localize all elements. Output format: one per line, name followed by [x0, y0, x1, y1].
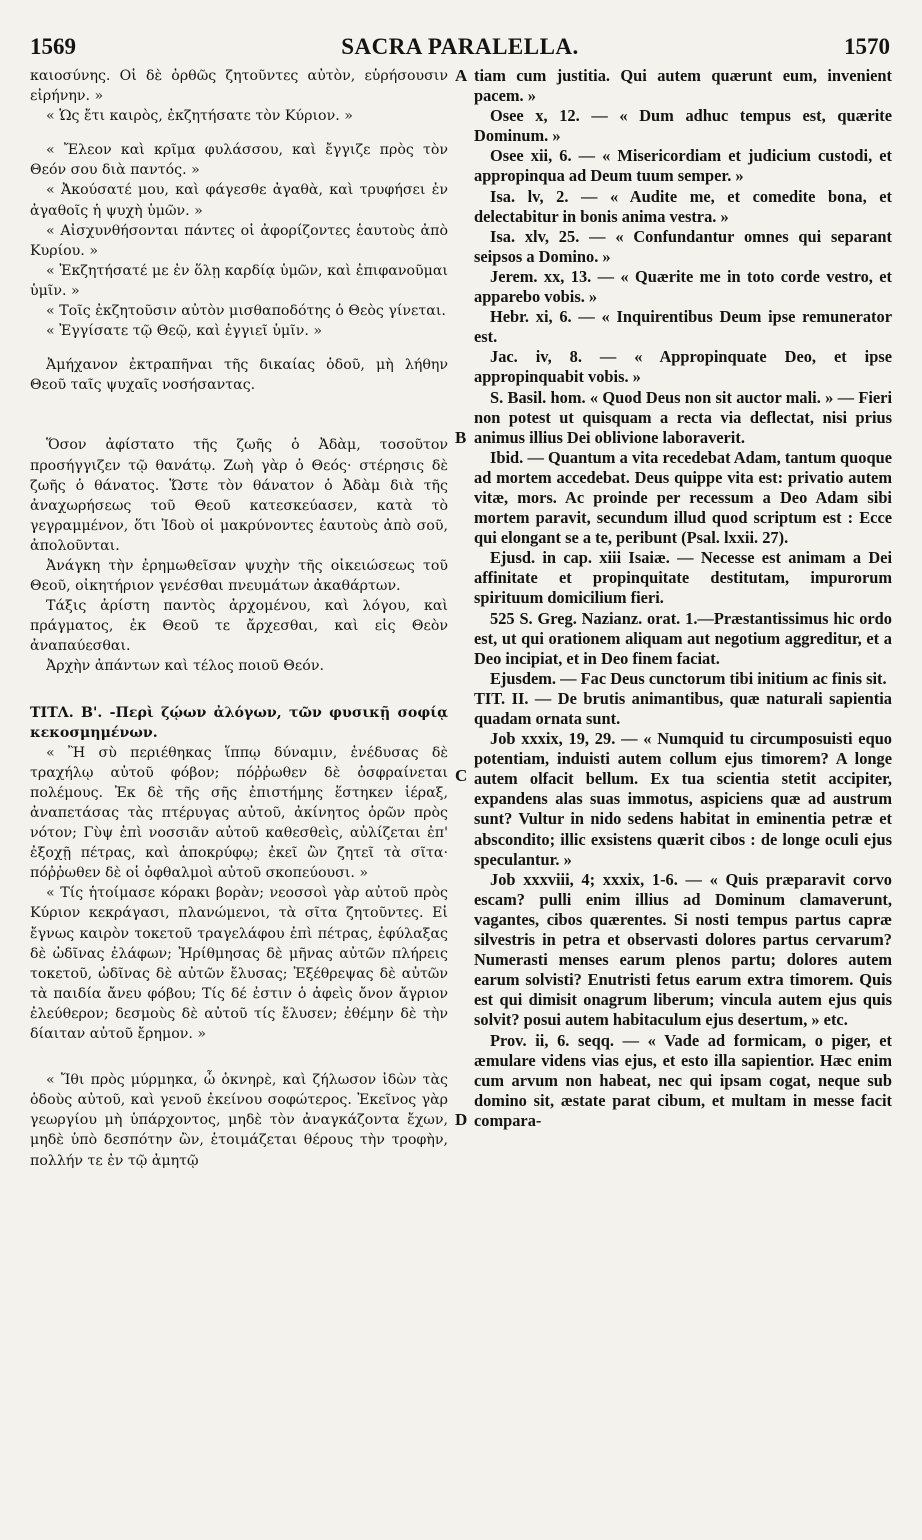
margin-letter-c: C [455, 766, 468, 785]
latin-paragraph: Ejusd. in cap. xiii Isaiæ. — Necesse est animam a Dei affinitate et propinquitate destitutam, impurorum spirituum domicilium fieri. [474, 548, 892, 608]
margin-letter-b: B [455, 428, 467, 447]
latin-paragraph: Isa. lv, 2. — « Audite me, et comedite bona, et delectabitur in bonis anima vestra. » [474, 186, 892, 226]
greek-paragraph: « Τοῖς ἐκζητοῦσιν αὐτὸν μισθαποδότης ὁ Θεὸς γίνεται. [46, 303, 446, 320]
latin-paragraph: Osee xii, 6. — « Misericordiam et judicium custodi, et appropinqua ad Deum tuum semper. » [474, 146, 892, 186]
page-number-left: 1569 [30, 34, 76, 59]
greek-paragraph: καιοσύνης. Οἱ δὲ ὀρθῶς ζητοῦντες αὐτὸν, εὑρήσουσιν εἰρήνην. » [30, 68, 448, 105]
greek-paragraph: « Ἔλεον καὶ κρῖμα φυλάσσου, καὶ ἔγγιζε πρὸς τὸν Θεόν σου διὰ παντός. » [30, 142, 448, 179]
greek-paragraph: « Ὡς ἔτι καιρὸς, ἐκζητήσατε τὸν Κύριον. » [46, 108, 353, 125]
page-header [30, 34, 890, 62]
margin-letter-d: D [455, 1110, 468, 1129]
latin-paragraph: Hebr. xi, 6. — « Inquirentibus Deum ipse remunerator est. [474, 307, 892, 347]
margin-letter-a: A [455, 66, 468, 85]
page-number-right: 1570 [844, 34, 890, 59]
latin-paragraph: 525 S. Greg. Nazianz. orat. 1.—Præstantissimus hic ordo est, ut qui orationem aliquam aut negotium aggreditur, et a Deo incipiat, et in Deo finem faciat. [474, 608, 892, 668]
greek-column [30, 66, 448, 1171]
greek-paragraph: « Αἰσχυνθήσονται πάντες οἱ ἀφορίζοντες ἑαυτοὺς ἀπὸ Κυρίου. » [30, 222, 448, 259]
latin-paragraph: Prov. ii, 6. seqq. — « Vade ad formicam, o piger, et æmulare videns vias ejus, et esto illa sapientior. Hæc enim cum arvum non habeat, nec qui ipsam cogat, neque sub domino sit, æstate parat cibum, et multam in messe facit compara- [474, 1030, 892, 1130]
greek-paragraph: « Ἐγγίσατε τῷ Θεῷ, καὶ ἐγγιεῖ ὑμῖν. » [46, 323, 323, 340]
greek-paragraph: Ἀνάγκη τὴν ἐρημωθεῖσαν ψυχὴν τῆς οἰκειώσεως τοῦ Θεοῦ, οἰκητήριον γενέσθαι πνευμάτων ἀκαθάρτων. [30, 557, 448, 595]
latin-column [474, 66, 892, 1131]
latin-paragraph: S. Basil. hom. « Quod Deus non sit auctor mali. » — Fieri non potest ut quisquam a recta via deflectat, nisi prius animus illius Dei oblivione laboraverit. [474, 387, 892, 447]
latin-paragraph: Isa. xlv, 25. — « Confundantur omnes qui separant seipsos a Domino. » [474, 226, 892, 266]
greek-paragraph: « Τίς ἡτοίμασε κόρακι βορὰν; νεοσσοὶ γὰρ αὐτοῦ πρὸς Κύριον κεκράγασι, πλανώμενοι, τὰ σῖτα ζητοῦντες. Εἰ ἔγνως καιρὸν τοκετοῦ τραγελάφου ἐπὶ πέτρας, ἐφύλαξας δὲ ὠδῖνας ἐλάφων; Ἠρίθμησας δὲ μῆνας αὐτῶν πλήρεις τοκετοῦ, ὠδῖνας δὲ αὐτῶν ἔλυσας; Ἐξέθρεψας δὲ αὐτῶν τὰ παιδία ἄνευ φόβου; Τίς δέ ἐστιν ὁ ἀφεὶς ὄνον ἄγριον ἐλεύθερον; δεσμοὺς δὲ αὐτοῦ τίς ἔλυσεν; ἐθέμην δὲ τὴν δίαιταν αὐτοῦ ἔρημον. » [30, 885, 448, 1043]
latin-section-heading: TIT. II. — De brutis animantibus, quæ naturali sapientia quadam ornata sunt. [474, 688, 892, 728]
greek-paragraph: Ὅσον ἀφίστατο τῆς ζωῆς ὁ Ἀδὰμ, τοσοῦτον προσήγγιζεν τῷ θανάτῳ. Ζωὴ γὰρ ὁ Θεός· στέρησις δὲ ζωῆς ὁ θάνατος. Ὥστε τὸν θάνατον ὁ Ἀδὰμ διὰ τῆς ἀναχωρήσεως τοῦ Θεοῦ κατεσκεύασεν, κατὰ τὸ γεγραμμένον, ὅτι Ἰδοὺ οἱ μακρύνοντες ἑαυτοὺς ἀπὸ σοῦ, ἀπολοῦνται. [30, 437, 448, 554]
greek-paragraph: « Ἐκζητήσατέ με ἐν ὅλῃ καρδίᾳ ὑμῶν, καὶ ἐπιφανοῦμαι ὑμῖν. » [30, 262, 448, 299]
latin-paragraph: Jerem. xx, 13. — « Quærite me in toto corde vestro, et apparebo vobis. » [474, 266, 892, 307]
greek-paragraph: « Ἢ σὺ περιέθηκας ἵππῳ δύναμιν, ἐνέδυσας δὲ τραχήλῳ αὐτοῦ φόβον; πόῤῥωθεν δὲ ὀσφραίνεται πολέμους. Ἐκ δὲ τῆς σῆς ἐπιστήμης ἕστηκεν ἱέραξ, ἀναπετάσας τὰς πτέρυγας αὐτοῦ, ἀκίνητος ὁρῶν πρὸς νότον; Γὺψ ἐπὶ νοσσιᾶν αὐτοῦ καθεσθεὶς, αὐλίζεται ἐπ' ἐξοχῇ πέτρας, καὶ ἀποκρύφῳ; ἐκεῖ ὢν ζητεῖ τὰ σῖτα· πόῤῥωθεν δὲ οἱ ὀφθαλμοὶ αὐτοῦ σκοπεύουσι. » [30, 744, 448, 882]
latin-paragraph: Ejusdem. — Fac Deus cunctorum tibi initium ac finis sit. [490, 668, 887, 688]
greek-section-heading: ΤΙΤΛ. Β'. -Περὶ ζῴων ἀλόγων, τῶν φυσικῇ σοφίᾳ κεκοσμημένων. [30, 704, 448, 741]
latin-paragraph: Ibid. — Quantum a vita recedebat Adam, tantum quoque ad mortem accedebat. Deus quippe vita est: privatio autem vitæ, mors. Ac proinde per recessum a Deo Adam sibi mortem paravit, secundum illud quod scriptum est : Ecce qui elongant se a te, peribunt (Psal. lxxii. 27). [474, 447, 892, 548]
latin-paragraph: Jac. iv, 8. — « Appropinquate Deo, et ipse appropinquabit vobis. » [474, 347, 892, 387]
latin-paragraph: tiam cum justitia. Qui autem quærunt eum, invenient pacem. » [474, 66, 892, 106]
latin-paragraph: Osee x, 12. — « Dum adhuc tempus est, quærite Dominum. » [474, 106, 892, 146]
greek-paragraph: « Ἴθι πρὸς μύρμηκα, ὦ ὀκνηρὲ, καὶ ζήλωσον ἰδὼν τὰς ὁδοὺς αὐτοῦ, καὶ γενοῦ ἐκείνου σοφώτερος. Ἐκεῖνος γὰρ γεωργίου μὴ ὑπάρχοντος, μηδὲ τὸν ἀναγκάζοντα ἔχων, μηδὲ ὑπὸ δεσπότην ὢν, ἑτοιμάζεται θέρους τὴν τροφὴν, πολλήν τε ἐν τῷ ἀμητῷ [30, 1072, 448, 1169]
greek-paragraph: Τάξις ἀρίστη παντὸς ἀρχομένου, καὶ λόγου, καὶ πράγματος, ἐκ Θεοῦ τε ἄρχεσθαι, καὶ εἰς Θεὸν ἀναπαύεσθαι. [30, 598, 448, 655]
greek-paragraph: « Ἀκούσατέ μου, καὶ φάγεσθε ἀγαθὰ, καὶ τρυφήσει ἐν ἀγαθοῖς ἡ ψυχὴ ὑμῶν. » [30, 182, 448, 219]
running-title: SACRA PARALELLA. [341, 34, 579, 59]
greek-paragraph: Ἀμήχανον ἐκτραπῆναι τῆς δικαίας ὁδοῦ, μὴ λήθην Θεοῦ ταῖς ψυχαῖς νοσήσαντας. [30, 357, 448, 394]
greek-paragraph: Ἀρχὴν ἁπάντων καὶ τέλος ποιοῦ Θεόν. [46, 658, 324, 675]
latin-paragraph: Job xxxix, 19, 29. — « Numquid tu circumposuisti equo potentiam, induisti autem collum ejus timorem? A longe autem olfacit bellum. Ex tua scientia stetit accipiter, expandens alas suas immotus, aspiciens quæ ad austrum sunt? Vultur in nido sedens habitat in eminentia petræ et abscondito; illic exsistens quærit cibos : de longe oculi ejus speculantur. » [474, 729, 892, 869]
latin-paragraph: Job xxxviii, 4; xxxix, 1-6. — « Quis præparavit corvo escam? pulli enim illius ad Dominum clamaverunt, vagantes, cibos quærentes. Si nosti tempus partus capræ silvestris in petra et observasti dolores partus cervarum? Numerasti menses earum plenos partu; dolores autem earum solvisti? Enutristi fetus earum extra timorem. Quis est qui dimisit onagrum liberum; vincula autem ejus quis solvit? posui autem habitaculum ejus desertum, » etc. [474, 869, 892, 1030]
